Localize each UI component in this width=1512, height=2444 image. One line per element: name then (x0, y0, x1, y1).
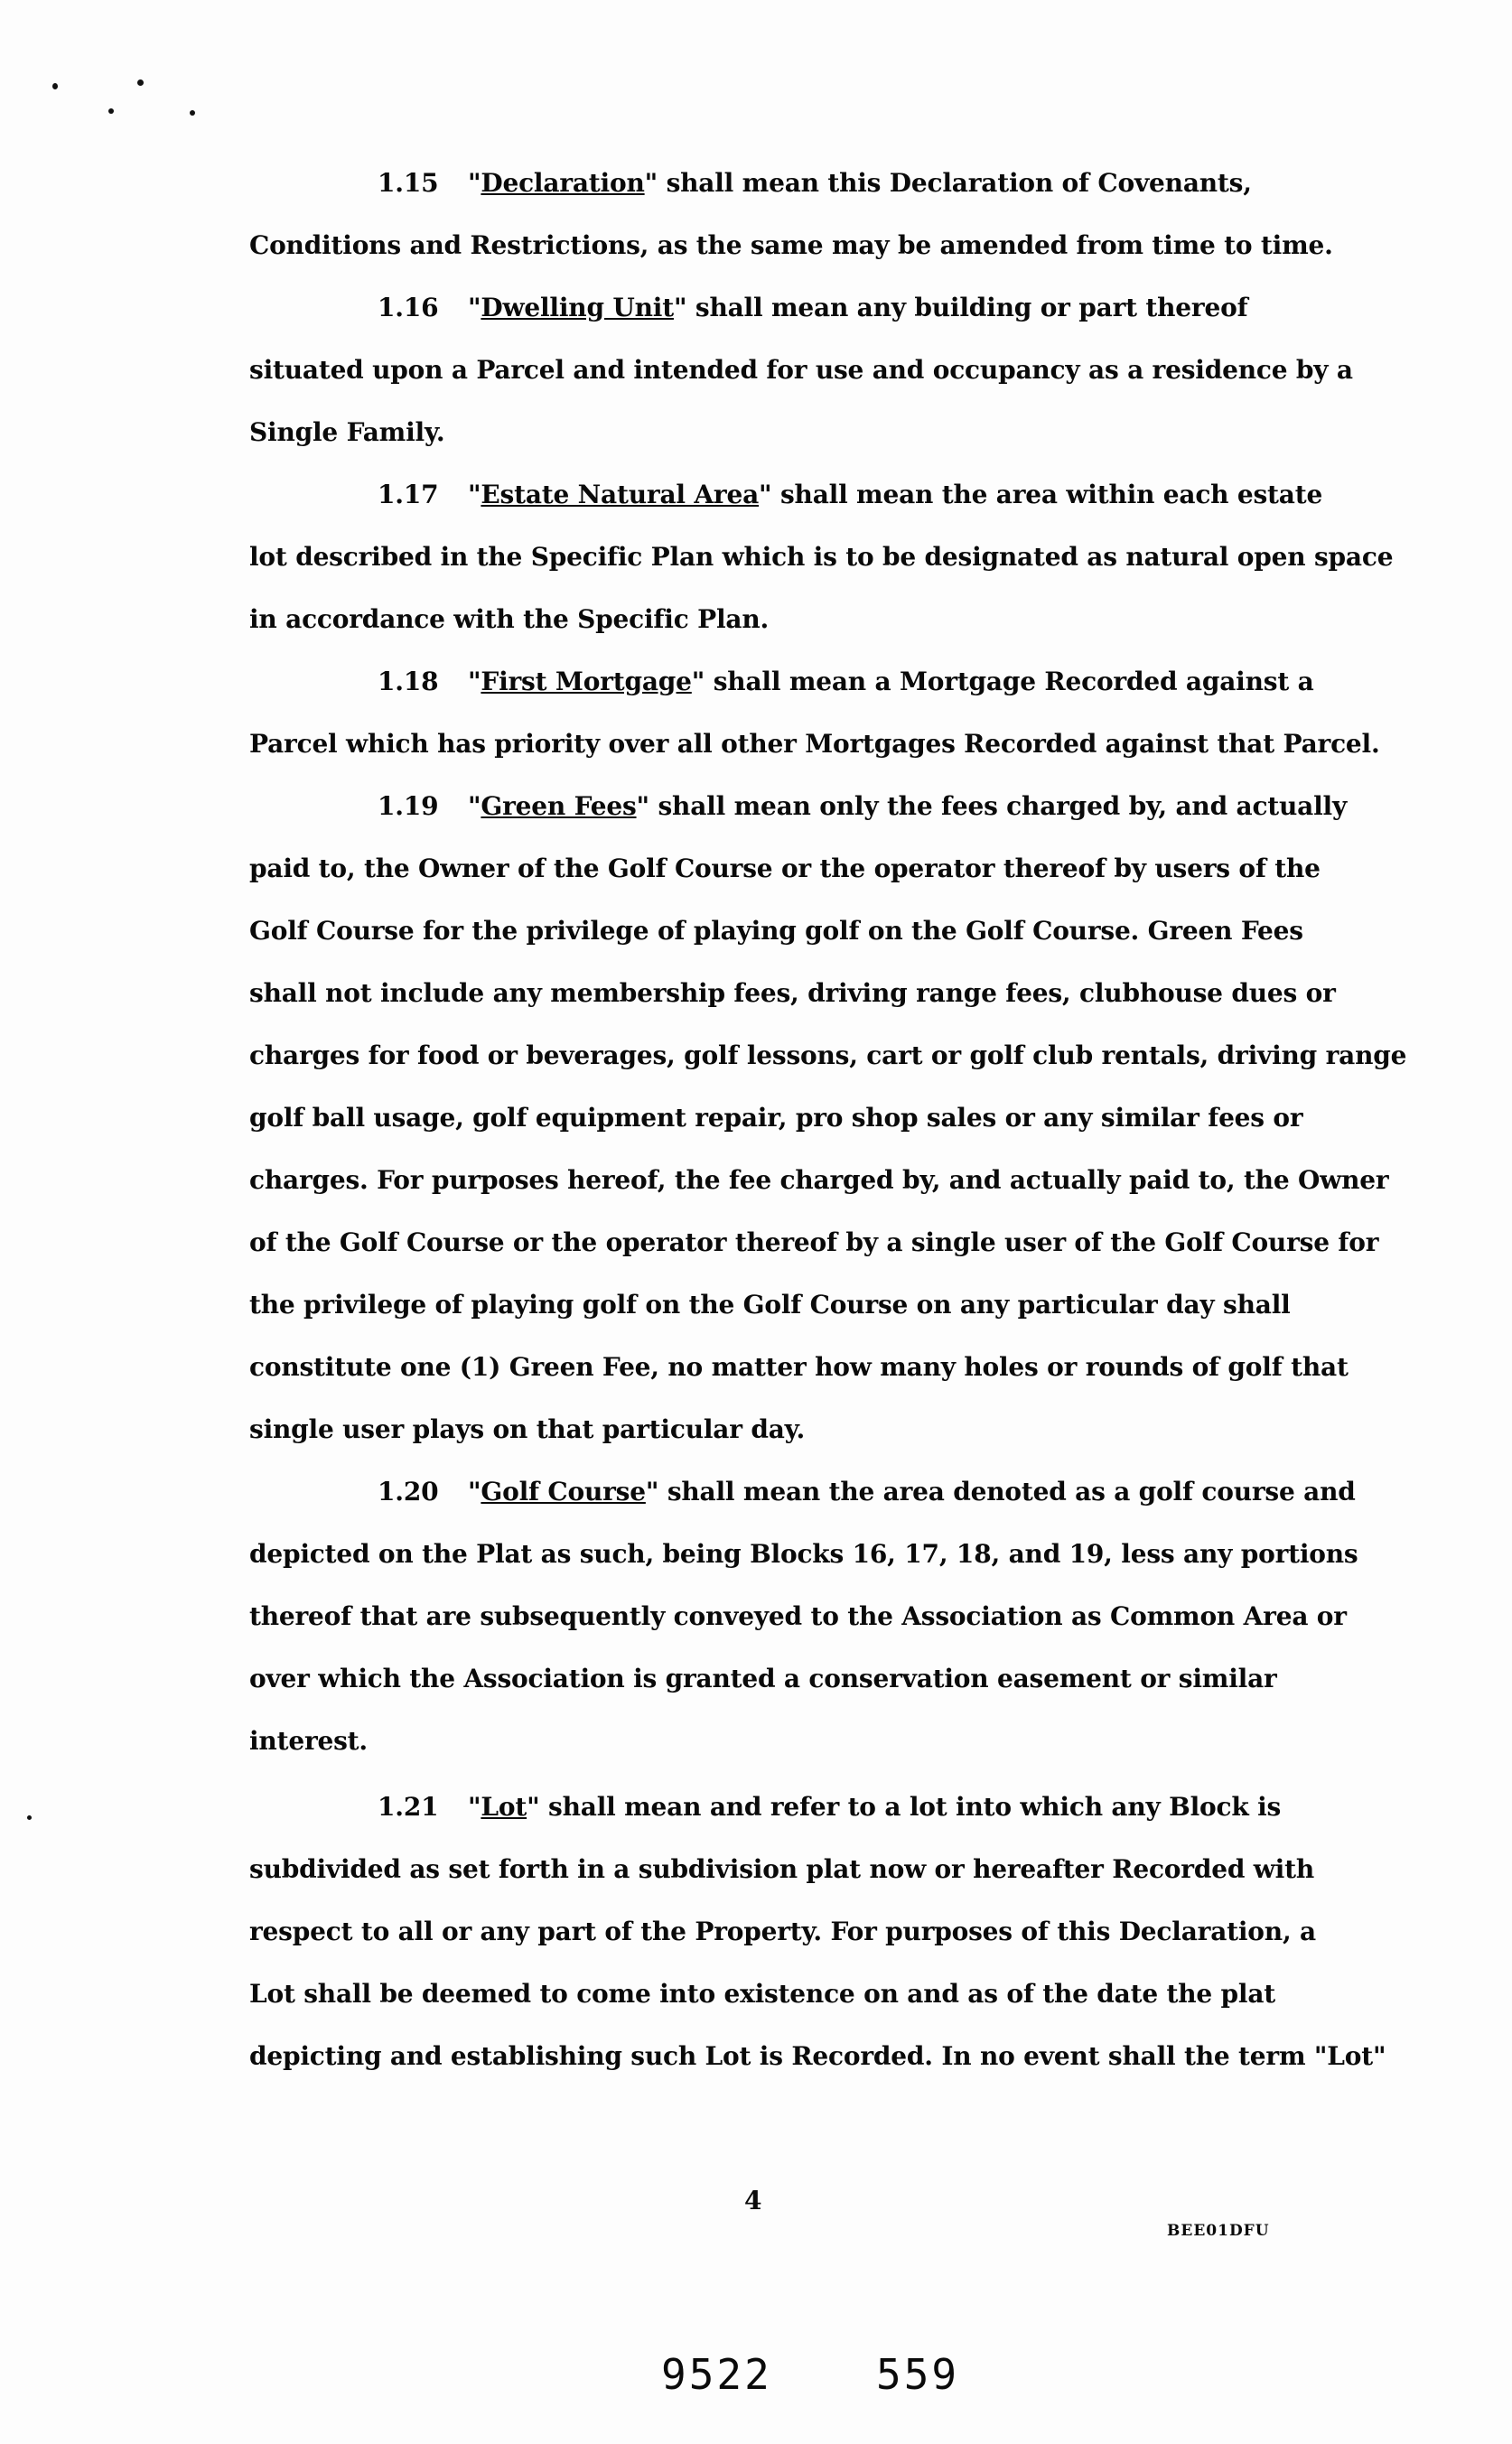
body-text-line: constitute one (1) Green Fee, no matter how many holes or rounds of golf that (249, 1352, 1349, 1382)
section-text: shall mean a Mortgage Recorded against a (713, 667, 1314, 696)
section-text: shall mean only the fees charged by, and actually (658, 791, 1348, 821)
section-number: 1.21 (378, 1792, 439, 1822)
section-number: 1.18 (378, 667, 439, 696)
body-text-line: charges. For purposes hereof, the fee charged by, and actually paid to, the Owner (249, 1165, 1389, 1195)
section-heading-line (378, 293, 1247, 322)
section-heading-line (378, 1477, 1356, 1507)
section-text: shall mean this Declaration of Covenants, (666, 168, 1252, 198)
body-text-line: Single Family. (249, 417, 445, 447)
section-heading-line (378, 791, 1347, 821)
defined-term: "Declaration" (468, 168, 658, 198)
section-number: 1.19 (378, 791, 439, 821)
defined-term: "Lot" (468, 1792, 540, 1822)
scan-speck (52, 83, 58, 89)
body-text-line: over which the Association is granted a conservation easement or similar (249, 1664, 1277, 1693)
body-text-line: charges for food or beverages, golf lessons, cart or golf club rentals, driving range (249, 1040, 1407, 1070)
page-number: 4 (744, 2186, 762, 2215)
section-number: 1.20 (378, 1477, 439, 1507)
scan-speck (137, 79, 144, 86)
section-text: shall mean the area denoted as a golf course and (667, 1477, 1356, 1507)
defined-term: "Dwelling Unit" (468, 293, 687, 322)
defined-term: "Golf Course" (468, 1477, 659, 1507)
body-text-line: golf ball usage, golf equipment repair, pro shop sales or any similar fees or (249, 1103, 1303, 1133)
body-text-line: single user plays on that particular day. (249, 1414, 806, 1444)
recording-page-number: 559 (876, 2350, 960, 2399)
section-heading-line (378, 1792, 1281, 1822)
section-number: 1.16 (378, 293, 439, 322)
section-text: shall mean any building or part thereof (695, 293, 1248, 322)
recording-book-number: 9522 (661, 2350, 772, 2399)
body-text-line: subdivided as set forth in a subdivision plat now or hereafter Recorded with (249, 1854, 1314, 1884)
body-text-line: Lot shall be deemed to come into existence on and as of the date the plat (249, 1979, 1276, 2009)
body-text-line: paid to, the Owner of the Golf Course or the operator thereof by users of the (249, 854, 1321, 883)
section-heading-line (378, 168, 1252, 198)
defined-term: "First Mortgage" (468, 667, 705, 696)
body-text-line: situated upon a Parcel and intended for use and occupancy as a residence by a (249, 355, 1353, 385)
body-text-line: in accordance with the Specific Plan. (249, 604, 770, 634)
body-text-line: of the Golf Course or the operator thereof by a single user of the Golf Course for (249, 1227, 1379, 1257)
document-code: BEE01DFU (1167, 2222, 1270, 2240)
section-number: 1.17 (378, 480, 439, 509)
section-heading-line (378, 480, 1322, 509)
body-text-line: Parcel which has priority over all other Mortgages Recorded against that Parcel. (249, 729, 1380, 759)
scan-speck (108, 108, 114, 114)
scan-speck (190, 110, 195, 116)
section-number: 1.15 (378, 168, 439, 198)
body-text-line: thereof that are subsequently conveyed to the Association as Common Area or (249, 1601, 1347, 1631)
defined-term: "Green Fees" (468, 791, 649, 821)
body-text-line: respect to all or any part of the Property. For purposes of this Declaration, a (249, 1917, 1316, 1946)
body-text-line: depicting and establishing such Lot is Recorded. In no event shall the term "Lot" (249, 2041, 1386, 2071)
body-text-line: lot described in the Specific Plan which is to be designated as natural open space (249, 542, 1394, 572)
section-text: shall mean and refer to a lot into which any Block is (548, 1792, 1282, 1822)
body-text-line: Golf Course for the privilege of playing golf on the Golf Course. Green Fees (249, 916, 1303, 946)
scan-speck (27, 1815, 32, 1820)
section-heading-line (378, 667, 1314, 696)
defined-term: "Estate Natural Area" (468, 480, 772, 509)
body-text-line: depicted on the Plat as such, being Blocks 16, 17, 18, and 19, less any portions (249, 1539, 1358, 1569)
section-text: shall mean the area within each estate (779, 480, 1323, 509)
body-text-line: interest. (249, 1726, 368, 1756)
body-text-line: the privilege of playing golf on the Golf Course on any particular day shall (249, 1290, 1291, 1320)
body-text-line: shall not include any membership fees, driving range fees, clubhouse dues or (249, 978, 1336, 1008)
body-text-line: Conditions and Restrictions, as the same may be amended from time to time. (249, 230, 1333, 260)
